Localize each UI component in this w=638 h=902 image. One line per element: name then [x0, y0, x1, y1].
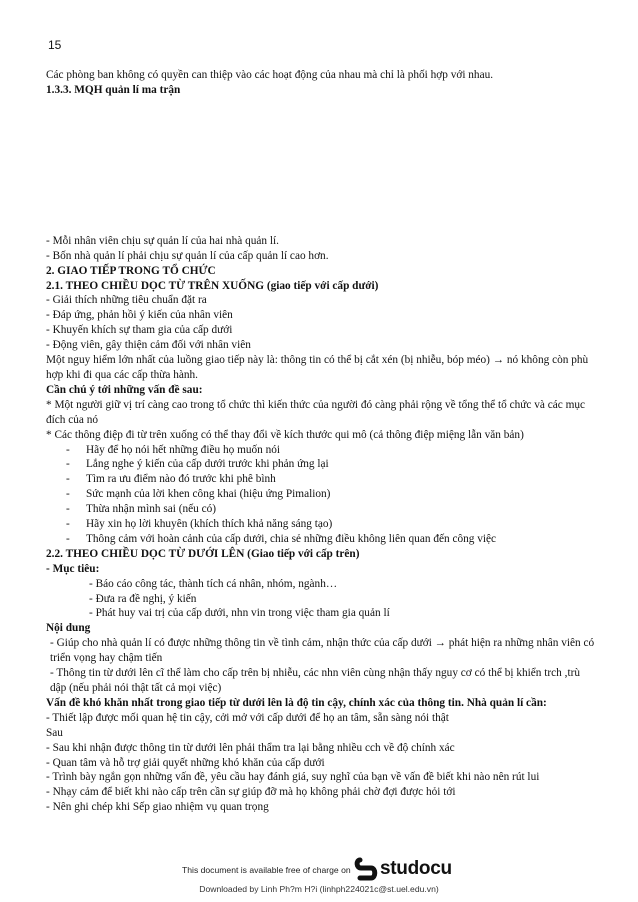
list-item: - Đáp ứng, phản hồi ý kiến của nhân viên [46, 309, 233, 322]
list-item: - Hãy xin họ lời khuyên (khích thích khả năng sáng tạo) [66, 518, 333, 531]
subheading-muc-tieu: - Mục tiêu: [46, 562, 100, 575]
heading-section-2: 2. GIAO TIẾP TRONG TỔ CHỨC [46, 264, 216, 277]
list-item: - Khuyến khích sự tham gia của cấp dưới [46, 324, 233, 337]
paragraph: * Một người giữ vị trí càng cao trong tổ chức thì kiến thức của người đó càng phải rộng về tổng thể tổ chức và các mục đích của nó [46, 398, 586, 426]
page-number: 15 [48, 38, 62, 52]
list-item: - Hãy để họ nói hết những điều họ muốn nói [66, 443, 281, 456]
document-body [46, 68, 598, 815]
footer [0, 855, 638, 885]
list-item: - Thiết lập được mối quan hệ tin cậy, cởi mở với cấp dưới để họ an tâm, sẵn sàng nói thật [46, 711, 449, 724]
list-item: - Báo cáo công tác, thành tích cá nhân, nhóm, ngành… [89, 577, 338, 590]
subheading: Cần chú ý tới những vấn đề sau: [46, 383, 203, 396]
list-item: - Sau khi nhận được thông tin từ dưới lên phải thẩm tra lại bằng nhiều cch về độ chính xác [46, 741, 455, 754]
list-item: - Phát huy vai trị của cấp dưới, nhn vin trong việc tham gia quản lí [89, 607, 390, 620]
paragraph-bold: Vấn đề khó khăn nhất trong giao tiếp từ dưới lên là độ tin cậy, chính xác của thông tin. Nhà quản lí cần: [46, 696, 547, 709]
list-item: - Thông cảm với hoàn cảnh của cấp dưới, chia sẻ những điều không liên quan đến công việc [66, 532, 497, 545]
list-item: - Nhạy cảm để biết khi nào cấp trên cần sự giúp đỡ mà họ không phải chờ đợi được hỏi tới [46, 786, 456, 799]
studocu-logo-icon [354, 857, 378, 881]
paragraph: - Giúp cho nhà quản lí có được những thông tin về tình cảm, nhận thức của cấp dưới → phát hiện ra những nhân viên có triển vọng hay chậm tiến [50, 637, 595, 665]
download-note: Downloaded by Linh Ph?m H?i (linhph224021c@st.uel.edu.vn) [199, 884, 439, 894]
list-item: - Nên ghi chép khi Sếp giao nhiệm vụ quan trọng [46, 801, 269, 814]
heading-section-2-2: 2.2. THEO CHIỀU DỌC TỪ DƯỚI LÊN (Giao tiếp với cấp trên) [46, 547, 360, 560]
diagram-placeholder [46, 98, 598, 234]
list-item: - Sức mạnh của lời khen công khai (hiệu ứng Pimalion) [66, 488, 331, 501]
list-item: - Lắng nghe ý kiến của cấp dưới trước khi phản ứng lại [66, 458, 329, 471]
paragraph: - Bốn nhà quản lí phải chịu sự quản lí của cấp quản lí cao hơn. [46, 249, 329, 262]
list-item: - Động viên, gây thiện cảm đối với nhân viên [46, 339, 251, 352]
subheading-noi-dung: Nội dung [46, 622, 91, 635]
paragraph: * Các thông điệp đi từ trên xuống có thể thay đổi về kích thước qui mô (cả thông điệp miệng lẫn văn bản) [46, 428, 524, 441]
paragraph: Các phòng ban không có quyền can thiệp vào các hoạt động của nhau mà chỉ là phối hợp với nhau. [46, 69, 494, 81]
studocu-logo-text: studocu [380, 858, 452, 879]
list-item: - Quan tâm và hỗ trợ giải quyết những khó khăn của cấp dưới [46, 756, 325, 769]
list-item: Sau [46, 726, 63, 739]
footer-available-text: This document is available free of charge on [182, 865, 351, 875]
studocu-logo[interactable] [354, 857, 452, 881]
list-item: - Thừa nhận mình sai (nếu có) [66, 503, 217, 516]
paragraph: - Thông tin từ dưới lên cĩ thể làm cho cấp trên bị nhiễu, các nhn viên cùng nhận thấy nguy cơ có thể bị khiển trch ,trù dập (nếu phải nói thật tất cả mọi việc) [50, 667, 581, 694]
paragraph: - Mỗi nhân viên chịu sự quản lí của hai nhà quản lí. [46, 234, 279, 247]
list-item: - Giải thích những tiêu chuẩn đặt ra [46, 294, 207, 307]
heading-section-2-1: 2.1. THEO CHIỀU DỌC TỪ TRÊN XUỐNG (giao tiếp với cấp dưới) [46, 279, 379, 292]
list-item: - Tìm ra ưu điểm nào đó trước khi phê bình [66, 473, 276, 486]
paragraph: Một nguy hiểm lớn nhất của luồng giao tiếp này là: thông tin có thể bị cắt xén (bị nhiễu, bóp méo) → nó không còn phù hợp khi đi qua các cấp thừa hành. [46, 354, 589, 381]
list-item: - Đưa ra đề nghị, ý kiến [89, 592, 197, 605]
list-item: - Trình bày ngắn gọn những vấn đề, yêu cầu hay đánh giá, suy nghĩ của bạn về vấn đề biết khi nào nên rút lui [46, 771, 540, 784]
heading-matrix: 1.3.3. MQH quản lí ma trận [46, 83, 181, 96]
list-a [46, 443, 598, 547]
